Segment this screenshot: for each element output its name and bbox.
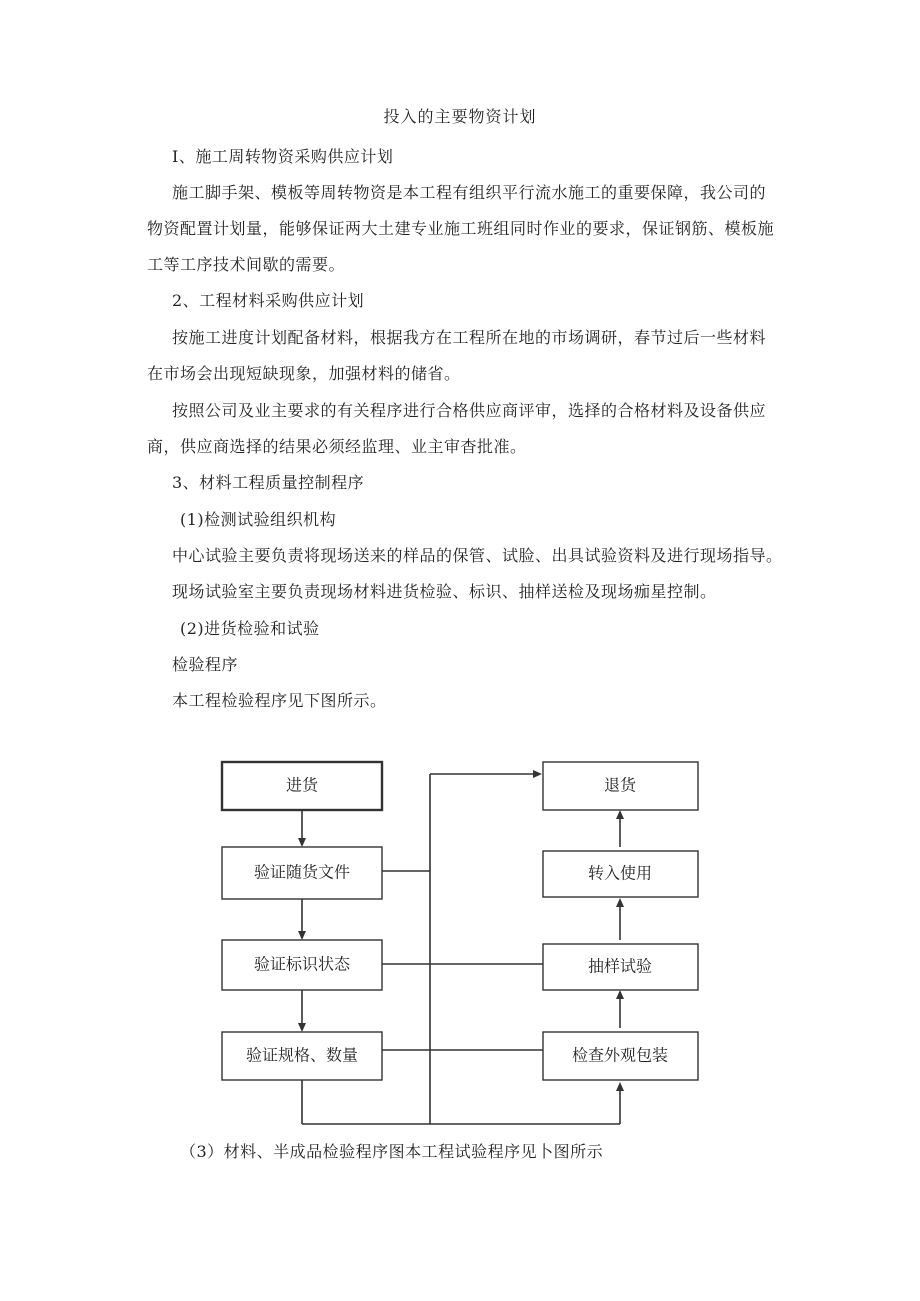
sub2-label: 检验程序	[172, 655, 239, 674]
label-return: 退货	[603, 775, 637, 795]
sub1-line: 中心试验主要负责将现场送来的样品的保管、试脸、出具试验资料及进行现场指导。	[172, 546, 783, 565]
sub1-line: 现场试验室主要负责现场材料进货检验、标识、抽样送检及现场痂星控制。	[172, 582, 717, 601]
section2-para2-line: 商，供应商选择的结果必须经监理、业主审杳批准。	[147, 437, 527, 456]
section2-para1-line: 按施工进度计划配备材料，根据我方在工程所在地的市场调研，春节过后一些材料	[172, 328, 767, 347]
section2-para2-line: 按照公司及业主要求的有关程序进行合格供应商评审，选择的合格材料及设备供应	[172, 401, 767, 420]
section1-para-line: 物资配置计划量，能够保证两大土建专业施工班组同时作业的要求，保证钢筋、模板施	[147, 219, 775, 238]
sub2-text: 本工程检验程序见下图所示。	[172, 691, 387, 710]
document-title: 投入的主要物资计划	[383, 107, 537, 126]
sub3-caption: （3）材料、半成品检验程序图本工程试验程序见卜图所示	[180, 1142, 604, 1161]
label-check-package: 检查外观包装	[571, 1045, 669, 1065]
section1-heading: I、施工周转物资采购供应计划	[172, 147, 394, 166]
sub2-heading: (2)进货检验和试验	[180, 619, 320, 638]
sub1-heading: (1)检测试验组织机构	[180, 510, 337, 529]
label-verify-status: 验证标识状态	[253, 954, 351, 974]
label-incoming: 进货	[285, 775, 319, 795]
section1-para-line: 工等工序技术间歇的需要。	[147, 255, 346, 274]
label-verify-spec: 验证规格、数量	[245, 1045, 359, 1065]
section3-heading: 3、材料工程质量控制程序	[172, 473, 365, 492]
section2-para1-line: 在市场会出现短缺现象，加强材料的储省。	[147, 364, 461, 383]
label-verify-docs: 验证随货文件	[253, 862, 351, 882]
label-sample-test: 抽样试验	[587, 956, 653, 976]
label-put-in-use: 转入使用	[587, 863, 653, 883]
section1-para-line: 施工脚手架、模板等周转物资是本工程有组织平行流水施工的重要保障，我公司的	[172, 183, 767, 202]
section2-heading: 2、工程材料采购供应计划	[172, 291, 365, 310]
